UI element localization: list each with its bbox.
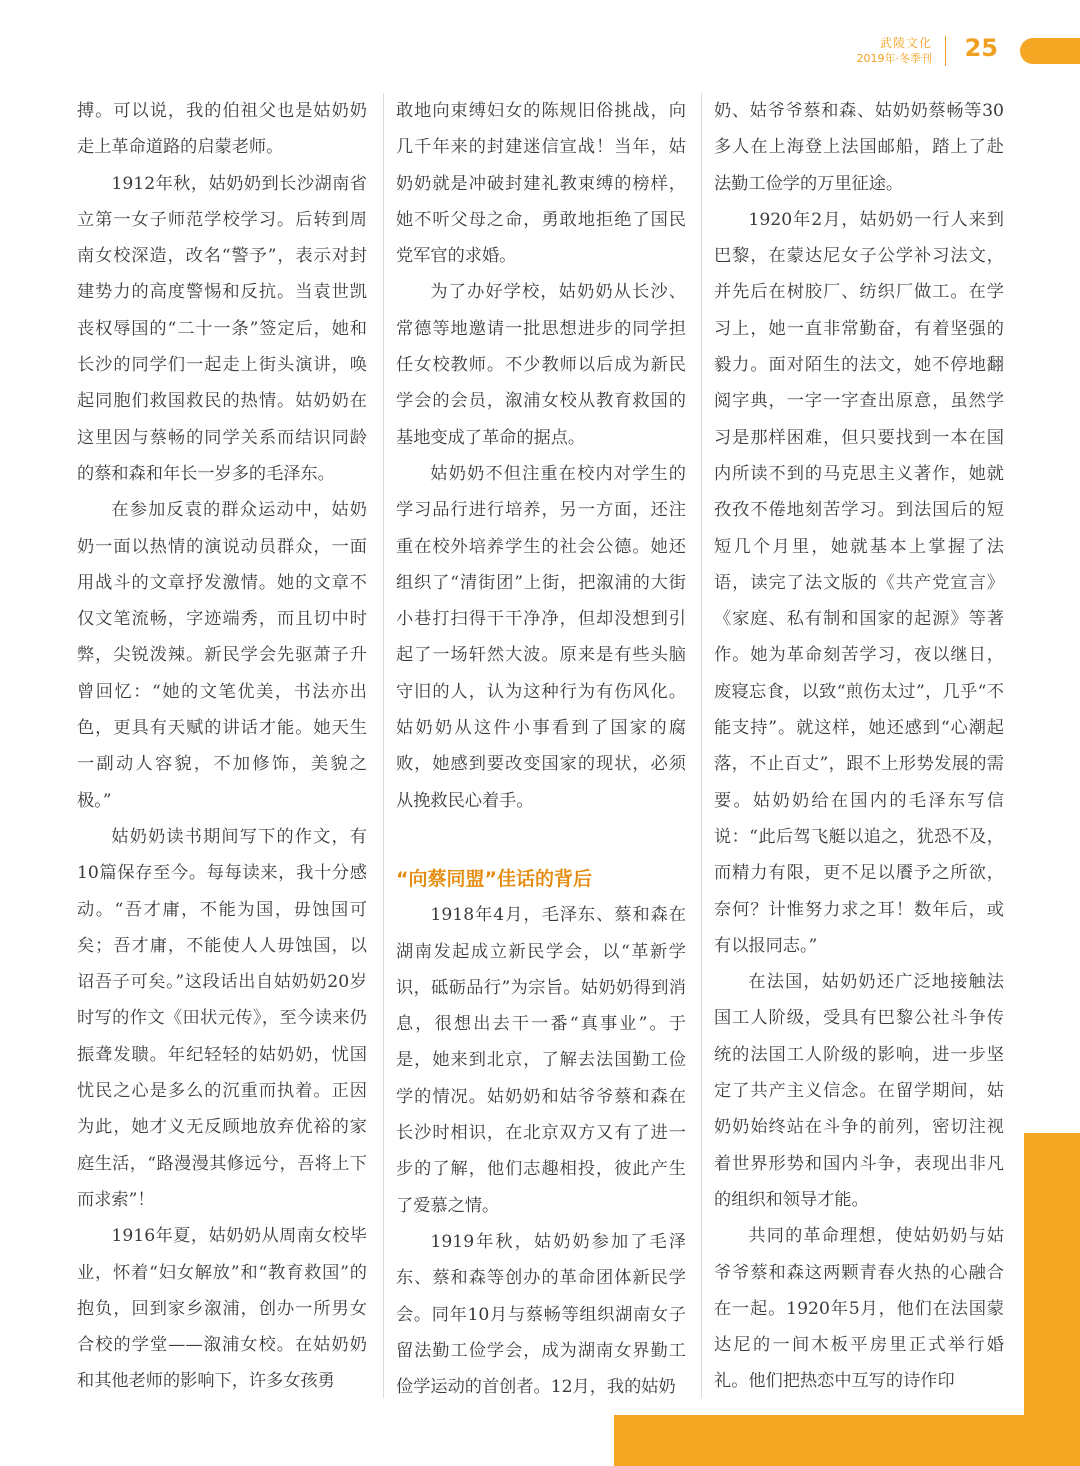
magazine-issue: 2019年·冬季刊 <box>856 52 932 65</box>
paragraph: 姑奶奶读书期间写下的作文，有10篇保存至今。每每读来，我十分感动。“吾才庸，不能为国，毋蚀国可矣；吾才庸，不能使人人毋蚀国，以诏吾子可矣。”这段话出自姑奶奶20岁时写的作文《田状元传》，至今读来仍振聋发聩。年纪轻轻的姑奶奶，忧国忧民之心是多么的沉重而执着。正因为此，她才义无反顾地放弃优裕的家庭生活，“路漫漫其修远兮，吾将上下而求索”！ <box>77 826 367 1210</box>
paragraph: 敢地向束缚妇女的陈规旧俗挑战，向几千年来的封建迷信宣战！当年，姑奶奶就是冲破封建礼教束缚的榜样，她不听父母之命，勇敢地拒绝了国民党军官的求婚。 <box>396 101 686 267</box>
paragraph: 为了办好学校，姑奶奶从长沙、常德等地邀请一批思想进步的同学担任女校教师。不少教师以后成为新民学会的会员，溆浦女校从教育救国的基地变成了革命的据点。 <box>396 282 686 448</box>
paragraph: 1919年秋，姑奶奶参加了毛泽东、蔡和森等创办的革命团体新民学会。同年10月与蔡畅等组织湖南女子留法勤工俭学会，成为湖南女界勤工俭学运动的首创者。12月，我的姑奶 <box>396 1231 686 1398</box>
paragraph: 在法国，姑奶奶还广泛地接触法国工人阶级，受具有巴黎公社斗争传统的法国工人阶级的影响，进一步坚定了共产主义信念。在留学期间，姑奶奶始终站在斗争的前列，密切注视着世界形势和国内斗争，表现出非凡的组织和领导才能。 <box>714 972 1004 1210</box>
text-column-1 <box>77 93 367 1400</box>
column-divider <box>701 93 702 1398</box>
section-heading: “向蔡同盟”佳话的背后 <box>396 867 592 890</box>
paragraph: 共同的革命理想，使姑奶奶与姑爷爷蔡和森这两颗青春火热的心融合在一起。1920年5月，他们在法国蒙达尼的一间木板平房里正式举行婚礼。他们把热恋中互写的诗作印 <box>714 1226 1004 1392</box>
page-tab-decoration <box>1020 38 1080 64</box>
page-header <box>780 30 1080 70</box>
text-column-2 <box>396 93 686 1405</box>
paragraph: 1918年4月，毛泽东、蔡和森在湖南发起成立新民学会，以“革新学识，砥砺品行”为宗旨。姑奶奶得到消息，很想出去干一番“真事业”。于是，她来到北京，了解去法国勤工俭学的情况。姑奶奶和姑爷爷蔡和森在长沙时相识，在北京双方又有了进一步的了解，他们志趣相投，彼此产生了爱慕之情。 <box>396 905 686 1216</box>
paragraph: 搏。可以说，我的伯祖父也是姑奶奶走上革命道路的启蒙老师。 <box>77 101 367 158</box>
header-divider <box>945 36 946 66</box>
bottom-decoration-bar <box>614 1415 1080 1466</box>
paragraph: 姑奶奶不但注重在校内对学生的学习品行进行培养，另一方面，还注重在校外培养学生的社会公德。她还组织了“清街团”上街，把溆浦的大街小巷打扫得干干净净，但却没想到引起了一场轩然大波。原来是有些头脑守旧的人，认为这种行为有伤风化。姑奶奶从这件小事看到了国家的腐败，她感到要改变国家的现状，必须从挽救民心着手。 <box>396 463 686 811</box>
paragraph: 1912年秋，姑奶奶到长沙湖南省立第一女子师范学校学习。后转到周南女校深造，改名“警予”，表示对封建势力的高度警惕和反抗。当袁世凯丧权辱国的“二十一条”签定后，她和长沙的同学们一起走上街头演讲，唤起同胞们救国救民的热情。姑奶奶在这里因与蔡畅的同学关系而结识同龄的蔡和森和年长一岁多的毛泽东。 <box>77 173 367 484</box>
paragraph: 奶、姑爷爷蔡和森、姑奶奶蔡畅等30多人在上海登上法国邮船，踏上了赴法勤工俭学的万里征途。 <box>714 101 1004 194</box>
page-number: 25 <box>964 34 998 62</box>
text-column-3 <box>714 93 1004 1400</box>
magazine-title: 武陵文化 <box>879 36 932 50</box>
paragraph: 在参加反袁的群众运动中，姑奶奶一面以热情的演说动员群众，一面用战斗的文章抒发激情。她的文章不仅文笔流畅，字迹端秀，而且切中时弊，尖锐泼辣。新民学会先驱萧子升曾回忆：“她的文笔优美，书法亦出色，更具有天赋的讲话才能。她天生一副动人容貌，不加修饰，美貌之极。” <box>77 500 367 811</box>
paragraph: 1920年2月，姑奶奶一行人来到巴黎，在蒙达尼女子公学补习法文，并先后在树胶厂、纺织厂做工。在学习上，她一直非常勤奋，有着坚强的毅力。面对陌生的法文，她不停地翻阅字典，一字一字查出原意，虽然学习是那样困难，但只要找到一本在国内所读不到的马克思主义著作，她就孜孜不倦地刻苦学习。到法国后的短短几个月里，她就基本上掌握了法语，读完了法文版的《共产党宣言》《家庭、私有制和国家的起源》等著作。她为革命刻苦学习，夜以继日，废寝忘食，以致“煎伤太过”，几乎“不能支持”。就这样，她还感到“心潮起落，不止百丈”，跟不上形势发展的需要。姑奶奶给在国内的毛泽东写信说：“此后驾飞艇以追之，犹恐不及，而精力有限，更不足以餍予之所欲，奈何？计惟努力求之耳！数年后，或有以报同志。” <box>714 209 1004 956</box>
column-divider <box>383 93 384 1398</box>
paragraph: 1916年夏，姑奶奶从周南女校毕业，怀着“妇女解放”和“教育救国”的抱负，回到家乡溆浦，创办一所男女合校的学堂——溆浦女校。在姑奶奶和其他老师的影响下，许多女孩勇 <box>77 1226 367 1392</box>
